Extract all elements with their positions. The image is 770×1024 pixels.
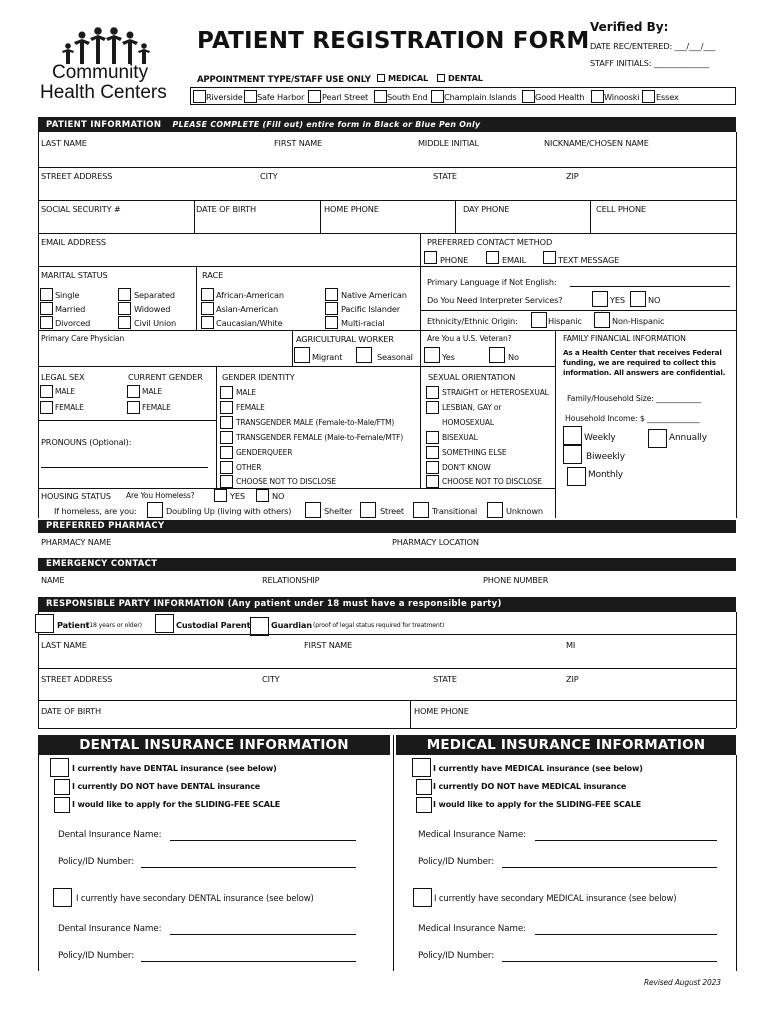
dental-have-checkbox[interactable] (50, 758, 69, 777)
marital-separated-checkbox[interactable] (118, 288, 131, 301)
marital-civil-union-label: Civil Union (134, 318, 176, 328)
medical-secondary-checkbox[interactable] (413, 888, 432, 907)
current-gender-female-checkbox[interactable] (127, 401, 140, 414)
location-safe-harbor-checkbox[interactable] (244, 90, 257, 103)
ethnicity-hispanic-checkbox[interactable] (531, 312, 547, 328)
so-something-else-label: SOMETHING ELSE (442, 448, 507, 457)
responsible-custodial-checkbox[interactable] (155, 614, 174, 633)
housing-doubling-up-checkbox[interactable] (147, 502, 163, 518)
so-not-disclose-label: CHOOSE NOT TO DISCLOSE (442, 477, 542, 486)
current-gender-female-label: FEMALE (142, 403, 171, 412)
people-logo-icon (48, 26, 168, 66)
race-asian-american-label: Asian-American (216, 304, 278, 314)
interpreter-yes-label: YES (610, 295, 625, 305)
rp-street-label: STREET ADDRESS (41, 674, 113, 684)
contact-email-label: EMAIL (502, 255, 527, 265)
location-champlain-islands-checkbox[interactable] (431, 90, 444, 103)
so-straight-label: STRAIGHT or HETEROSEXUAL (442, 388, 549, 397)
ethnicity-non-hispanic-checkbox[interactable] (594, 312, 610, 328)
medical-policy-2-label: Policy/ID Number: (418, 951, 495, 961)
current-gender-male-checkbox[interactable] (127, 385, 140, 398)
rp-last-name-label: LAST NAME (41, 640, 87, 650)
medical-policy-2-line[interactable] (502, 961, 717, 962)
dental-policy-2-line[interactable] (141, 961, 356, 962)
dental-ins-name-label: Dental Insurance Name: (58, 830, 162, 840)
row-divider (420, 310, 736, 311)
dental-none-checkbox[interactable] (54, 779, 70, 795)
agri-migrant-label: Migrant (312, 352, 343, 362)
legal-sex-female-label: FEMALE (55, 403, 84, 412)
medical-none-label: I currently DO NOT have MEDICAL insurance (433, 782, 627, 791)
housing-shelter-checkbox[interactable] (305, 502, 321, 518)
income-weekly-checkbox[interactable] (563, 426, 582, 445)
agricultural-worker-label: AGRICULTURAL WORKER (296, 334, 394, 344)
gi-genderqueer-checkbox[interactable] (220, 446, 233, 459)
homeless-yes-checkbox[interactable] (214, 489, 227, 502)
rp-first-name-label: FIRST NAME (304, 640, 353, 650)
marital-divorced-checkbox[interactable] (40, 316, 53, 329)
location-essex-checkbox[interactable] (642, 90, 655, 103)
org-name-line1: Community (52, 62, 149, 83)
patient-info-note: PLEASE COMPLETE (Fill out) entire form in Black or Blue Pen Only (172, 120, 481, 129)
agri-seasonal-checkbox[interactable] (356, 347, 372, 363)
rp-home-phone-label: HOME PHONE (414, 706, 469, 716)
staff-initials-label: STAFF INITIALS: ______________ (590, 58, 710, 68)
marital-single-label: Single (55, 290, 80, 300)
emergency-relationship-label: RELATIONSHIP (262, 575, 320, 585)
col-divider (216, 366, 217, 488)
medical-ins-name-2-label: Medical Insurance Name: (418, 924, 526, 934)
pharmacy-name-label: PHARMACY NAME (41, 537, 112, 547)
veteran-no-label: No (508, 352, 519, 362)
veteran-yes-checkbox[interactable] (424, 347, 440, 363)
responsible-patient-note: (18 years or older) (87, 622, 142, 629)
financial-note-1: As a Health Center that receives Federal (563, 348, 722, 357)
race-native-american-label: Native American (341, 290, 407, 300)
location-good-health-checkbox[interactable] (522, 90, 535, 103)
housing-unknown-checkbox[interactable] (487, 502, 503, 518)
row-divider (38, 200, 736, 201)
so-dont-know-label: DON'T KNOW (442, 463, 491, 472)
contact-phone-checkbox[interactable] (424, 251, 437, 264)
housing-street-label: Street (380, 506, 404, 516)
financial-title: FAMILY FINANCIAL INFORMATION (563, 334, 686, 343)
pharmacy-location-label: PHARMACY LOCATION (392, 537, 479, 547)
dental-ins-name-line[interactable] (170, 840, 356, 841)
contact-phone-label: PHONE (440, 255, 469, 265)
so-dont-know-checkbox[interactable] (426, 461, 439, 474)
marital-divorced-label: Divorced (55, 318, 91, 328)
zip-label: ZIP (566, 171, 579, 181)
org-name-line2: Health Centers (40, 82, 167, 103)
marital-single-checkbox[interactable] (40, 288, 53, 301)
marital-married-checkbox[interactable] (40, 302, 53, 315)
first-name-label: FIRST NAME (274, 138, 323, 148)
ethnicity-label: Ethnicity/Ethnic Origin: (427, 316, 518, 326)
medical-have-label: I currently have MEDICAL insurance (see below) (433, 764, 643, 773)
location-riverside-checkbox[interactable] (193, 90, 206, 103)
marital-married-label: Married (55, 304, 86, 314)
dental-sliding-fee-label: I would like to apply for the SLIDING-FEE SCALE (72, 800, 281, 809)
housing-unknown-label: Unknown (506, 506, 543, 516)
state-label: STATE (433, 171, 457, 181)
rp-mi-label: MI (566, 640, 576, 650)
appointment-type-label: APPOINTMENT TYPE/STAFF USE ONLY (197, 75, 371, 85)
medical-insurance-title: MEDICAL INSURANCE INFORMATION (396, 735, 736, 755)
so-homosexual-label: HOMOSEXUAL (442, 418, 494, 427)
medical-ins-name-label: Medical Insurance Name: (418, 830, 526, 840)
homeless-no-checkbox[interactable] (256, 489, 269, 502)
medical-ins-name-line[interactable] (535, 840, 717, 841)
form-left-border (38, 755, 39, 971)
medical-sliding-fee-label: I would like to apply for the SLIDING-FEE SCALE (433, 800, 642, 809)
dental-appointment-checkbox[interactable] (437, 74, 445, 82)
responsible-guardian-label: Guardian (271, 620, 312, 630)
race-african-american-label: African-American (216, 290, 284, 300)
row-divider (38, 420, 216, 421)
location-safe-harbor-label: Safe Harbor (257, 92, 305, 102)
sexual-orientation-label: SEXUAL ORIENTATION (428, 372, 516, 382)
rp-zip-label: ZIP (566, 674, 579, 684)
medical-have-checkbox[interactable] (412, 758, 431, 777)
date-received-label: DATE REC/ENTERED: ___/___/___ (590, 41, 716, 51)
row-divider (38, 728, 736, 729)
gi-male-label: MALE (236, 388, 256, 397)
legal-sex-female-checkbox[interactable] (40, 401, 53, 414)
financial-note-3: information. All answers are confidential. (563, 368, 726, 377)
dental-sliding-fee-checkbox[interactable] (54, 797, 70, 813)
row-divider (38, 233, 736, 234)
homeless-yes-label: YES (230, 491, 245, 501)
race-multiracial-checkbox[interactable] (325, 316, 338, 329)
gi-other-checkbox[interactable] (220, 461, 233, 474)
row-divider (38, 700, 736, 701)
col-divider (420, 266, 421, 330)
so-bisexual-checkbox[interactable] (426, 431, 439, 444)
contact-text-checkbox[interactable] (543, 251, 556, 264)
marital-separated-label: Separated (134, 290, 175, 300)
current-gender-male-label: MALE (142, 387, 162, 396)
medical-none-checkbox[interactable] (416, 779, 432, 795)
veteran-yes-label: Yes (442, 352, 455, 362)
race-asian-american-checkbox[interactable] (201, 302, 214, 315)
race-native-american-checkbox[interactable] (325, 288, 338, 301)
financial-note-2: funding, we are required to collect this (563, 358, 716, 367)
marital-status-label: MARITAL STATUS (41, 270, 108, 280)
dental-ins-name-2-label: Dental Insurance Name: (58, 924, 162, 934)
homeless-question-label: Are You Homeless? (126, 491, 195, 500)
dental-policy-label: Policy/ID Number: (58, 857, 135, 867)
housing-street-checkbox[interactable] (360, 502, 376, 518)
race-pacific-islander-checkbox[interactable] (325, 302, 338, 315)
so-lesbian-gay-checkbox[interactable] (426, 401, 439, 414)
medical-secondary-label: I currently have secondary MEDICAL insurance (see below) (434, 894, 677, 904)
legal-sex-male-checkbox[interactable] (40, 385, 53, 398)
legal-sex-male-label: MALE (55, 387, 75, 396)
col-divider (420, 330, 421, 366)
gender-identity-label: GENDER IDENTITY (222, 372, 295, 382)
responsible-custodial-label: Custodial Parent (176, 620, 251, 630)
gi-other-label: OTHER (236, 463, 262, 472)
page-title: PATIENT REGISTRATION FORM (197, 28, 590, 54)
marital-widowed-checkbox[interactable] (118, 302, 131, 315)
medical-policy-label: Policy/ID Number: (418, 857, 495, 867)
responsible-party-header: RESPONSIBLE PARTY INFORMATION (Any patient under 18 must have a responsible party) (38, 597, 736, 612)
emergency-phone-label: PHONE NUMBER (483, 575, 549, 585)
location-good-health-label: Good Health (535, 92, 585, 102)
rp-state-label: STATE (433, 674, 457, 684)
col-divider (420, 233, 421, 266)
location-champlain-islands-label: Champlain Islands (444, 92, 517, 102)
contact-email-checkbox[interactable] (486, 251, 499, 264)
location-riverside-label: Riverside (206, 92, 243, 102)
pcp-label: Primary Care Physician (41, 334, 125, 343)
race-caucasian-checkbox[interactable] (201, 316, 214, 329)
dental-policy-line[interactable] (141, 867, 356, 868)
home-phone-label: HOME PHONE (324, 204, 379, 214)
col-divider (420, 366, 421, 488)
street-address-label: STREET ADDRESS (41, 171, 113, 181)
income-biweekly-label: Biweekly (586, 452, 625, 462)
ssn-label: SOCIAL SECURITY # (41, 204, 121, 214)
nickname-label: NICKNAME/CHOSEN NAME (544, 138, 649, 148)
income-monthly-checkbox[interactable] (567, 467, 586, 486)
dental-secondary-checkbox[interactable] (53, 888, 72, 907)
income-annually-label: Annually (669, 433, 707, 443)
income-weekly-label: Weekly (584, 433, 616, 443)
location-essex-label: Essex (656, 92, 679, 102)
location-south-end-label: South End (387, 92, 428, 102)
insurance-divider (393, 735, 394, 971)
patient-info-title: PATIENT INFORMATION (46, 120, 162, 130)
interpreter-no-checkbox[interactable] (630, 291, 646, 307)
veteran-label: Are You a U.S. Veteran? (427, 334, 512, 343)
gi-trans-female-label: TRANSGENDER FEMALE (Male-to-Female/MTF) (236, 433, 404, 442)
interpreter-label: Do You Need Interpreter Services? (427, 295, 563, 305)
cell-phone-label: CELL PHONE (596, 204, 646, 214)
revision-date: Revised August 2023 (644, 978, 721, 987)
col-divider (196, 266, 197, 330)
gi-male-checkbox[interactable] (220, 386, 233, 399)
responsible-patient-checkbox[interactable] (35, 614, 54, 633)
row-divider (38, 330, 736, 331)
form-right-border (736, 755, 737, 971)
location-south-end-checkbox[interactable] (374, 90, 387, 103)
housing-doubling-up-label: Doubling Up (living with others) (166, 506, 292, 516)
row-divider (38, 634, 736, 635)
pronouns-label: PRONOUNS (Optional): (41, 437, 132, 447)
form-right-border (736, 612, 737, 728)
dental-insurance-title: DENTAL INSURANCE INFORMATION (38, 735, 390, 755)
gi-female-label: FEMALE (236, 403, 265, 412)
gi-genderqueer-label: GENDERQUEER (236, 448, 293, 457)
dental-have-label: I currently have DENTAL insurance (see below) (72, 764, 277, 773)
emergency-name-label: NAME (41, 575, 65, 585)
row-divider (38, 266, 736, 267)
medical-appointment-checkbox[interactable] (377, 74, 385, 82)
medical-ins-name-2-line[interactable] (535, 934, 717, 935)
housing-status-label: HOUSING STATUS (41, 491, 111, 501)
dental-none-label: I currently DO NOT have DENTAL insurance (72, 782, 261, 791)
rp-dob-label: DATE OF BIRTH (41, 706, 101, 716)
homeless-no-label: NO (272, 491, 285, 501)
dental-secondary-label: I currently have secondary DENTAL insurance (see below) (76, 894, 314, 904)
if-homeless-label: If homeless, are you: (54, 506, 137, 516)
primary-language-label: Primary Language if Not English: (427, 277, 557, 287)
income-monthly-label: Monthly (588, 470, 623, 480)
col-divider (194, 200, 195, 233)
patient-info-header (38, 117, 736, 132)
dob-label: DATE OF BIRTH (196, 204, 256, 214)
city-label: CITY (260, 171, 278, 181)
location-winooski-label: Winooski (604, 92, 640, 102)
location-pearl-street-checkbox[interactable] (308, 90, 321, 103)
so-not-disclose-checkbox[interactable] (426, 475, 439, 488)
gi-trans-male-label: TRANSGENDER MALE (Female-to-Male/FTM) (236, 418, 395, 427)
row-divider (38, 167, 736, 168)
col-divider (555, 330, 556, 518)
housing-transitional-checkbox[interactable] (413, 502, 429, 518)
gi-female-checkbox[interactable] (220, 401, 233, 414)
medical-sliding-fee-checkbox[interactable] (416, 797, 432, 813)
contact-method-label: PREFERRED CONTACT METHOD (427, 237, 553, 247)
race-label: RACE (202, 270, 224, 280)
logo (48, 26, 168, 66)
gi-trans-male-checkbox[interactable] (220, 416, 233, 429)
housing-shelter-label: Shelter (324, 506, 353, 516)
row-divider (38, 366, 555, 367)
middle-initial-label: MIDDLE INITIAL (418, 138, 479, 148)
row-divider (38, 488, 555, 489)
row-divider (38, 668, 736, 669)
agri-seasonal-label: Seasonal (377, 352, 413, 362)
pronouns-line[interactable] (41, 467, 208, 468)
ethnicity-non-hispanic-label: Non-Hispanic (612, 316, 665, 326)
col-divider (410, 700, 411, 728)
so-bisexual-label: BISEXUAL (442, 433, 478, 442)
rp-city-label: CITY (262, 674, 280, 684)
form-right-border (736, 132, 737, 518)
current-gender-label: CURRENT GENDER (128, 372, 203, 382)
ethnicity-hispanic-label: Hispanic (548, 316, 582, 326)
so-something-else-checkbox[interactable] (426, 446, 439, 459)
emergency-header: EMERGENCY CONTACT (38, 558, 736, 571)
col-divider (292, 330, 293, 366)
agri-migrant-checkbox[interactable] (294, 347, 310, 363)
legal-sex-label: LEGAL SEX (41, 372, 85, 382)
race-african-american-checkbox[interactable] (201, 288, 214, 301)
so-lesbian-gay-label: LESBIAN, GAY or (442, 403, 502, 412)
col-divider (455, 200, 456, 233)
last-name-label: LAST NAME (41, 138, 87, 148)
location-winooski-checkbox[interactable] (591, 90, 604, 103)
so-straight-checkbox[interactable] (426, 386, 439, 399)
email-label: EMAIL ADDRESS (41, 237, 106, 247)
dental-appointment-label: DENTAL (448, 73, 483, 83)
form-left-border (38, 132, 39, 518)
interpreter-no-label: NO (648, 295, 661, 305)
household-income-label: Household Income: $ ______________ (565, 414, 700, 423)
dental-policy-2-label: Policy/ID Number: (58, 951, 135, 961)
location-pearl-street-label: Pearl Street (322, 92, 369, 102)
medical-policy-line[interactable] (502, 867, 717, 868)
gi-not-disclose-label: CHOOSE NOT TO DISCLOSE (236, 477, 336, 486)
interpreter-yes-checkbox[interactable] (592, 291, 608, 307)
housing-transitional-label: Transitional (432, 506, 478, 516)
responsible-patient-label: Patient (57, 620, 90, 630)
contact-text-label: TEXT MESSAGE (558, 255, 620, 265)
veteran-no-checkbox[interactable] (489, 347, 505, 363)
race-caucasian-label: Caucasian/White (216, 318, 283, 328)
col-divider (590, 200, 591, 233)
dental-ins-name-2-line[interactable] (170, 934, 356, 935)
responsible-guardian-note: (proof of legal status required for treatment) (313, 622, 445, 629)
pharmacy-header: PREFERRED PHARMACY (38, 520, 736, 533)
marital-widowed-label: Widowed (134, 304, 171, 314)
race-multiracial-label: Multi-racial (341, 318, 385, 328)
primary-language-line[interactable] (570, 286, 730, 287)
marital-civil-union-checkbox[interactable] (118, 316, 131, 329)
family-size-label: Family/Household Size: ____________ (567, 394, 702, 403)
income-biweekly-checkbox[interactable] (563, 445, 582, 464)
income-annually-checkbox[interactable] (648, 429, 667, 448)
gi-not-disclose-checkbox[interactable] (220, 475, 233, 488)
col-divider (320, 200, 321, 233)
verified-title: Verified By: (590, 20, 669, 34)
gi-trans-female-checkbox[interactable] (220, 431, 233, 444)
medical-appointment-label: MEDICAL (388, 73, 429, 83)
race-pacific-islander-label: Pacific Islander (341, 304, 400, 314)
day-phone-label: DAY PHONE (463, 204, 510, 214)
